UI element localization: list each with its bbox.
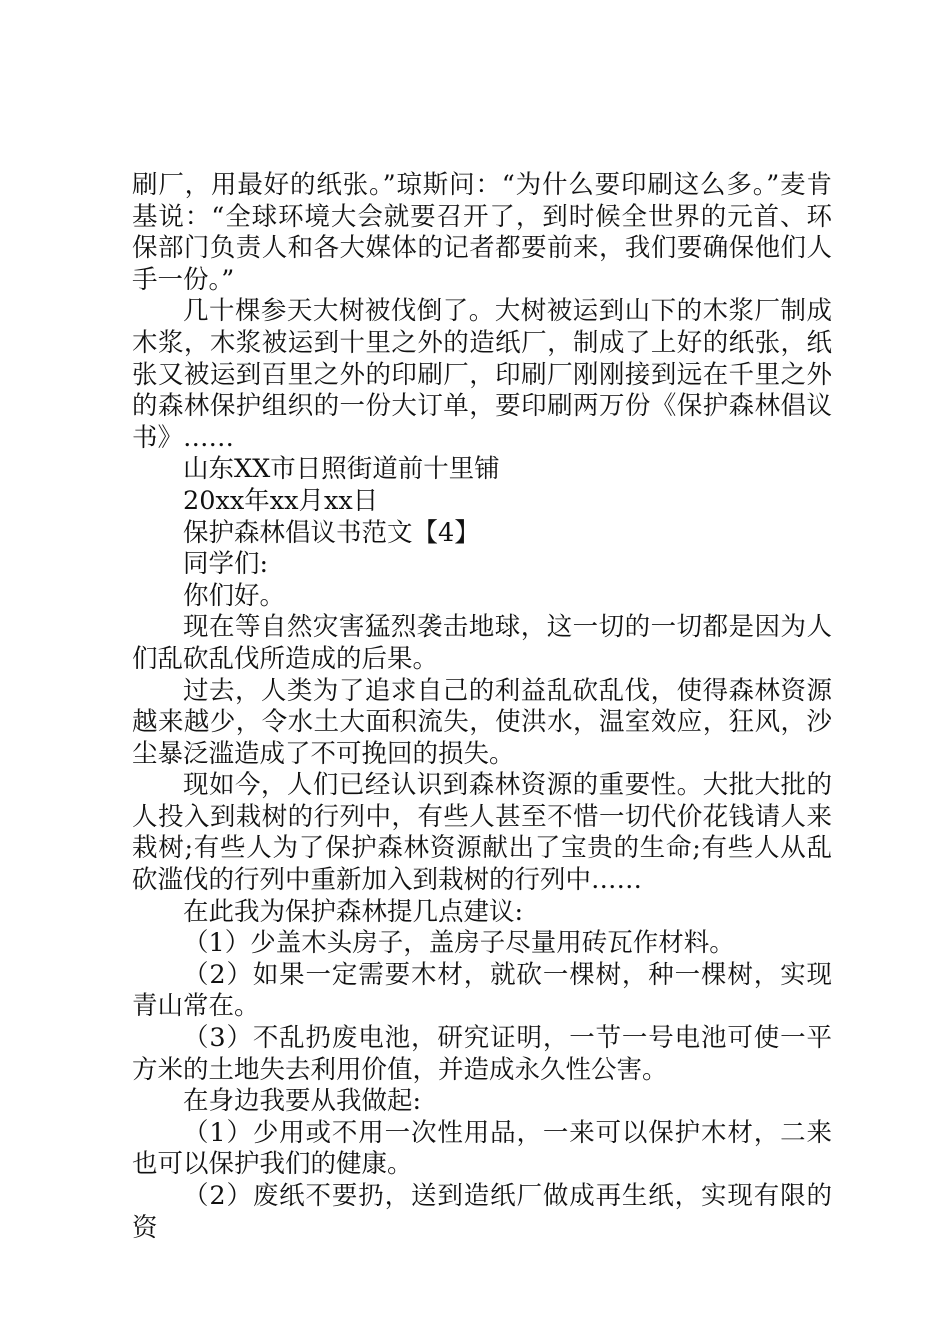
paragraph-present: 现如今，人们已经认识到森林资源的重要性。大批大批的人投入到栽树的行列中，有些人甚至不惜一切代价花钱请人来栽树;有些人为了保护森林资源献出了宝贵的生命;有些人从乱砍滥伐的行列中重新加入到栽树的行列中…… bbox=[132, 770, 832, 896]
document-date: 20xx年xx月xx日 bbox=[183, 485, 379, 516]
paragraph-continued-story: 刷厂，用最好的纸张。”琼斯问：“为什么要印刷这么多。”麦肯基说：“全球环境大会就要召开了，到时候全世界的元首、环保部门负责人和各大媒体的记者都要前来，我们要确保他们人手一份。” bbox=[132, 170, 832, 295]
suggestion-item: （1）少盖木头房子，盖房子尽量用砖瓦作材料。 bbox=[183, 928, 735, 959]
salutation: 同学们: bbox=[183, 549, 269, 580]
suggestion-item: （3）不乱扔废电池，研究证明，一节一号电池可使一平方米的土地失去利用价值，并造成永久性公害。 bbox=[132, 1023, 832, 1085]
author-address: 山东XX市日照街道前十里铺 bbox=[183, 454, 500, 485]
suggestions-heading: 在此我为保护森林提几点建议: bbox=[183, 896, 524, 927]
paragraph-trees-felled: 几十棵参天大树被伐倒了。大树被运到山下的木浆厂制成木浆，木浆被运到十里之外的造纸厂，制成了上好的纸张，纸张又被运到百里之外的印刷厂，印刷厂刚刚接到远在千里之外的森林保护组织的一份大订单，要印刷两万份《保护森林倡议书》…… bbox=[132, 296, 832, 453]
section-title: 保护森林倡议书范文【4】 bbox=[183, 517, 480, 548]
paragraph-past: 过去，人类为了追求自己的利益乱砍乱伐，使得森林资源越来越少，令水土大面积流失，使洪水，温室效应，狂风，沙尘暴泛滥造成了不可挽回的损失。 bbox=[132, 675, 832, 769]
action-item: （2）废纸不要扔，送到造纸厂做成再生纸，实现有限的资 bbox=[132, 1181, 832, 1243]
paragraph-disasters: 现在等自然灾害猛烈袭击地球，这一切的一切都是因为人们乱砍乱伐所造成的后果。 bbox=[132, 612, 832, 674]
greeting: 你们好。 bbox=[183, 580, 286, 611]
suggestion-item: （2）如果一定需要木材，就砍一棵树，种一棵树，实现青山常在。 bbox=[132, 959, 832, 1022]
personal-actions-heading: 在身边我要从我做起: bbox=[183, 1086, 422, 1117]
action-item: （1）少用或不用一次性用品，一来可以保护木材，二来也可以保护我们的健康。 bbox=[132, 1117, 832, 1180]
document-body bbox=[132, 170, 832, 1244]
